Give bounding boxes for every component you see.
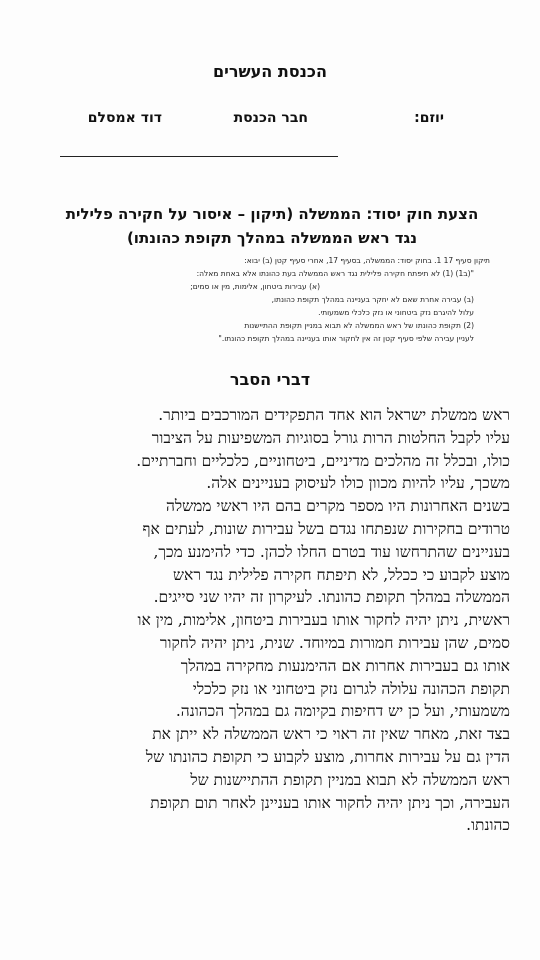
explanation-line: הממשלה במהלך תקופת כהונתו. לעיקרון זה יהיו שני סייגים. — [153, 588, 510, 607]
initiator-role: חבר הכנסת — [233, 110, 308, 126]
explanation-line: ראש ממשלת ישראל הוא אחד התפקידים המורכבים ביותר. — [158, 406, 510, 424]
amendment-line: (2) תקופת כהונתו של ראש הממשלה לא תבוא במניין תקופת ההתיישנות — [244, 321, 474, 330]
explanation-line: בעניינים שהתרחשו עוד בטרם החלו לכהן. כדי להימנע מכך, — [153, 542, 510, 561]
explanation-line: משמעותי, ועל כן יש דחיפות בקיומה גם במהלך הכהונה. — [175, 702, 510, 721]
explanation-body — [30, 404, 510, 837]
initiator-name: דוד אמסלם — [87, 110, 162, 126]
explanation-line: אותו גם בעבירות אחרות אם ההימנעות מחקירה במהלך — [180, 656, 510, 675]
explanation-line: כהונתו. — [466, 816, 510, 835]
amendment-line: "(ב1) (1) לא תיפתח חקירה פלילית נגד ראש הממשלה בעת כהונתו אלא באחת מאלה: — [196, 269, 474, 278]
initiator-label: יוזם: — [414, 110, 444, 126]
amendment-line: (ב) עבירה אחרת שאם לא יחקר בעניינה במהלך תקופת כהונתו, — [271, 295, 474, 304]
explanation-line: ראש הממשלה לא תבוא במניין תקופת ההתיישנות של — [190, 770, 510, 789]
explanation-line: סמים, שהן עבירות חמורות במיוחד. שנית, ניתן יהיה לחקור — [159, 633, 510, 652]
explanation-line: הדין גם על עבירות אחרות, מוצע לקבוע כי תקופת כהונתו של — [145, 747, 510, 766]
amendment-line: עלול להיגרם נזק ביטחוני או נזק כלכלי משמעותי. — [318, 308, 474, 317]
amendment-line: (א) עבירות ביטחון, אלימות, מין או סמים; — [190, 282, 320, 291]
bill-title — [34, 202, 510, 250]
explanation-line: עליו לקבל החלטות הרות גורל בסוגיות המשפיעות על הציבור — [151, 428, 510, 447]
initiator-row — [60, 110, 480, 132]
explanation-line: בצד זאת, מאחר שאין זה ראוי כי ראש הממשלה לא ייתן את — [152, 725, 510, 744]
explanation-line: מוצע לקבוע כי ככלל, לא תיפתח חקירה פלילית נגד ראש — [173, 565, 510, 584]
signature-line — [60, 156, 338, 157]
explanation-line: תקופת הכהונה עלולה לגרום נזק ביטחוני או נזק כלכלי — [192, 679, 510, 698]
explanation-line: משכך, עליו להיות מכוון כולו לעיסוק בעניינים אלה. — [206, 474, 510, 493]
explanation-line: העבירה, וכך ניתן יהיה לחקור אותו בעניינן לאחר תום תקופת — [150, 793, 510, 812]
bill-title-line-2: נגד ראש הממשלה במהלך תקופת כהונתו) — [126, 229, 418, 247]
knesset-title: הכנסת העשרים — [213, 62, 327, 81]
amendment-line: לעניין עבירה שלפי סעיף קטן זה אין לחקור אותו בעניינה במהלך תקופת כהונתו." — [218, 334, 474, 343]
explanation-title: דברי הסבר — [229, 370, 311, 389]
explanation-line: בשנים האחרונות היו מספר מקרים בהם היו ראשי ממשלה — [165, 497, 510, 516]
amendment-text — [90, 254, 490, 345]
explanation-line: טרודים בחקירות שנפתחו נגדם בשל עבירות שונות, לעתים אף — [142, 519, 510, 538]
explanation-line: כולו, ובכלל זה מהלכים מדיניים, ביטחוניים, כלכליים וחברתיים. — [136, 451, 510, 470]
explanation-line: ראשית, ניתן יהיה לחקור אותו בעבירות ביטחון, אלימות, מין או — [137, 611, 510, 630]
amendment-line: תיקון סעיף 17 1. בחוק יסוד: הממשלה, בסעיף 17, אחרי סעיף קטן (ב) יבוא: — [244, 256, 490, 265]
bill-title-line-1: הצעת חוק יסוד: הממשלה (תיקון – איסור על חקירה פלילית — [65, 205, 479, 223]
